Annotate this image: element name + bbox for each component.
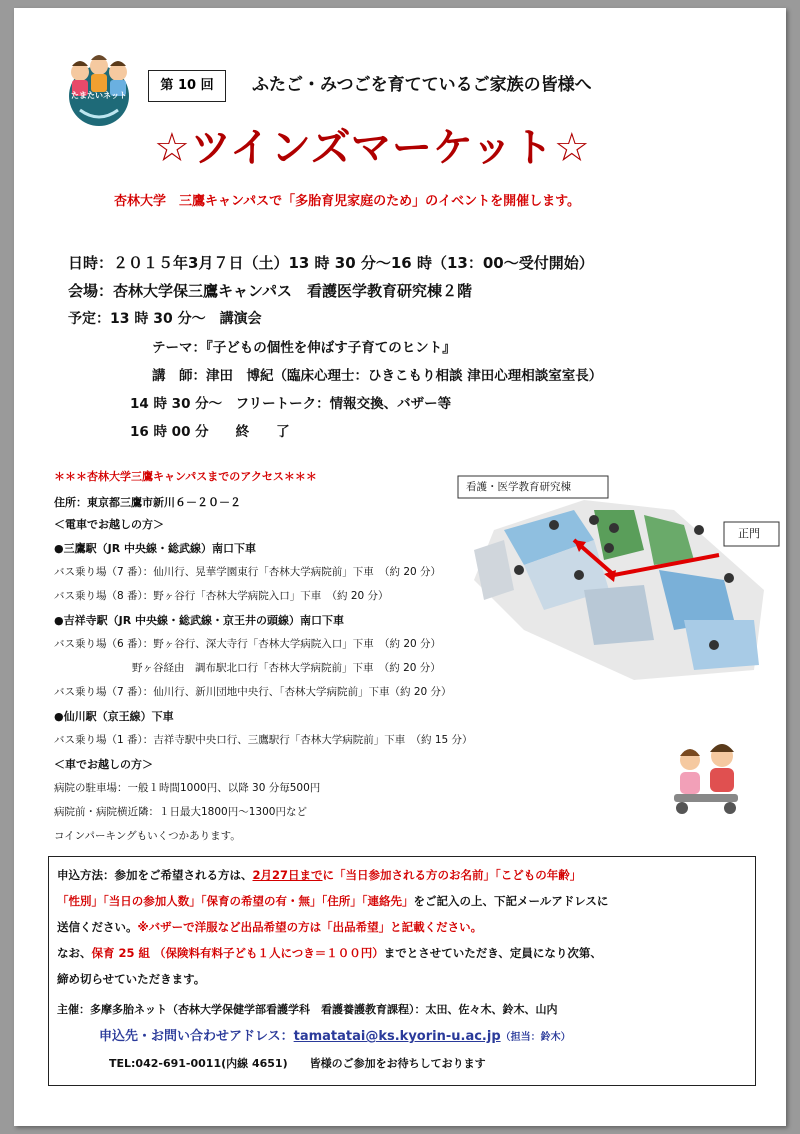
application-line-3: 送信ください。※バザーで洋服など出品希望の方は「出品希望」と記載ください。 [57,920,483,934]
lecturer: 講 師：津田 博紀（臨床心理士：ひきこもり相談 津田心理相談室室長） [152,368,603,384]
map-gate-label: 正門 [738,527,760,540]
event-title: ☆ツインズマーケット☆ [154,125,591,171]
children-illustration [666,738,746,818]
access-line: バス乗り場（8 番）：野ヶ谷行「杏林大学病院入口」下車 （約 20 分） [54,590,389,602]
contact-line: 申込先・お問い合わせアドレス：tamatatai@ks.kyorin-u.ac.jp（担当：鈴木） [99,1029,571,1044]
event-subtitle: 杏林大学 三鷹キャンパスで「多胎育児家庭のため」のイベントを開催します。 [114,194,581,209]
access-line: バス乗り場（7 番）：仙川行、晃華学園東行「杏林大学病院前」下車 （約 20 分） [54,566,442,578]
campus-map [434,470,784,680]
organizer-text: 主催：多摩多胎ネット（杏林大学保健学部看護学科 看護養護教育課程）：太田、佐々木、鈴木、山内 [57,1003,558,1016]
access-line: ●吉祥寺駅（JR 中央線・総武線・京王井の頭線）南口下車 [54,614,344,627]
greeting-text: ふたご・みつごを育てているご家族の皆様へ [252,75,592,95]
access-line: バス乗り場（7 番）：仙川行、新川団地中央行、「杏林大学病院前」下車（約 20 分） [54,686,452,698]
access-heading: ＊＊＊杏林大学三鷹キャンパスまでのアクセス＊＊＊ [54,470,317,483]
application-line-1: 申込方法：参加をご希望される方は、2月27日までに「当日参加される方のお名前」「こどもの年齢」 [57,868,582,882]
car-line: 病院の駐車場：一般１時間1000円、以降 30 分毎500円 [54,782,321,794]
event-schedule-end: 16 時 00 分 終 了 [130,424,290,440]
access-address: 住所：東京都三鷹市新川６－２０－２ [54,496,241,509]
car-line: コインパーキングもいくつかあります。 [54,830,241,842]
lecture-theme: テーマ：『子どもの個性を伸ばす子育てのヒント』 [152,340,456,356]
event-datetime: 日時：２０１５年3月７日（土）13 時 30 分～16 時（13：00～受付開始） [68,254,594,272]
contact-email-link[interactable]: tamatatai@ks.kyorin-u.ac.jp [293,1029,501,1044]
application-line-2: 「性別」「当日の参加人数」「保育の希望の有・無」「住所」「連絡先」をご記入の上、下記メールアドレスに [57,894,609,908]
event-schedule-lecture: 予定：13 時 30 分～ 講演会 [68,311,262,327]
access-line: ●仙川駅（京王線）下車 [54,710,174,723]
access-line: バス乗り場（6 番）：野ヶ谷行、深大寺行「杏林大学病院入口」下車 （約 20 分） [54,638,442,650]
application-box [48,856,756,1086]
event-schedule-freetalk: 14 時 30 分～ フリートーク：情報交換、バザー等 [130,396,452,412]
car-heading: ＜車でお越しの方＞ [54,758,153,771]
access-line: 野ヶ谷経由 調布駅北口行「杏林大学病院前」下車 （約 20 分） [132,662,441,674]
application-line-4: なお、保育 25 組 （保険料有料子ども１人につき＝１００円）までとさせていただき、定員になり次第、 [57,946,602,960]
telephone-text: TEL:042-691-0011(内線 4651) 皆様のご参加をお待ちしております [109,1057,486,1070]
access-line: バス乗り場（1 番）：吉祥寺駅中央口行、三鷹駅行「杏林大学病院前」下車 （約 15 分） [54,734,473,746]
flyer-page [14,8,786,1126]
car-line: 病院前・病院横近隣：１日最大1800円～1300円など [54,806,307,818]
map-building-label: 看護・医学教育研究棟 [466,481,571,493]
event-venue: 会場：杏林大学保三鷹キャンパス 看護医学教育研究棟２階 [68,282,472,300]
access-line: ●三鷹駅（JR 中央線・総武線）南口下車 [54,542,256,555]
application-line-5: 締め切らせていただきます。 [57,972,206,986]
logo-text: たまたいネット [71,91,127,100]
round-number-box: 第 10 回 [148,70,226,102]
train-heading: ＜電車でお越しの方＞ [54,518,164,531]
